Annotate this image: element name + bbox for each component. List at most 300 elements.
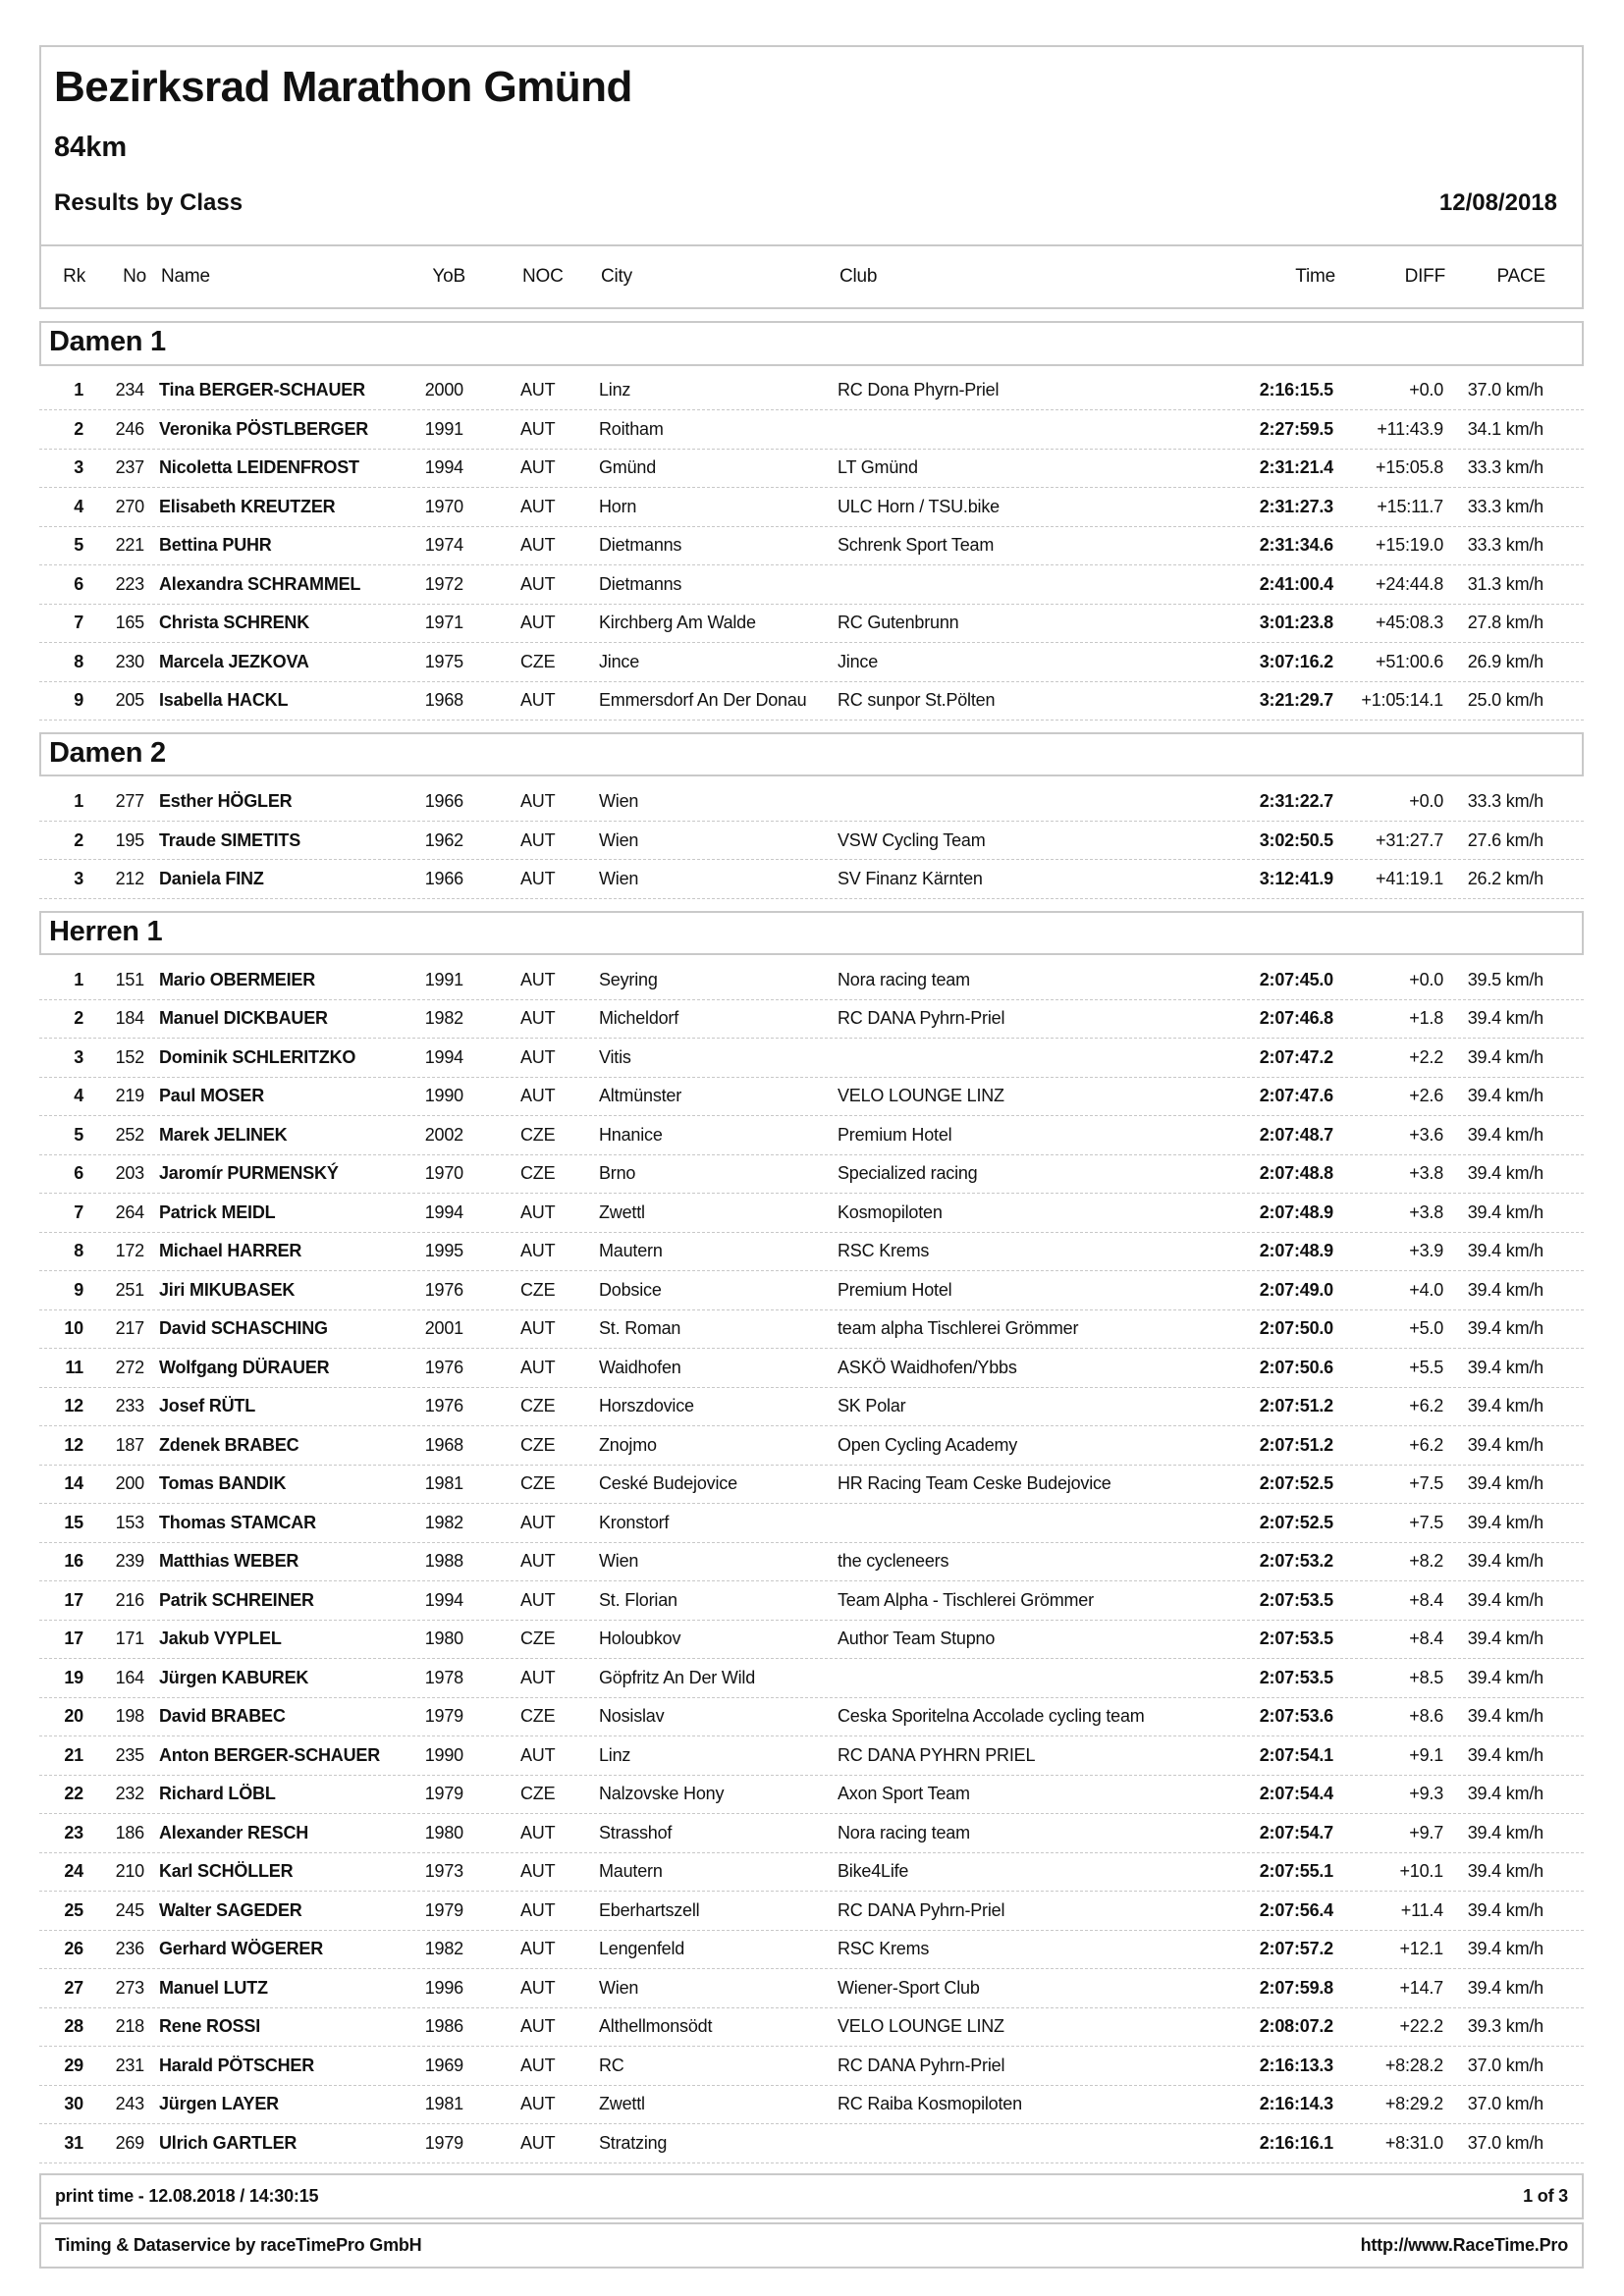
cell-noc: AUT [520, 1899, 556, 1920]
cell-city: Ceské Budejovice [599, 1473, 737, 1494]
cell-city: Micheldorf [599, 1008, 679, 1029]
cell-no: 232 [115, 1784, 144, 1804]
cell-club: Nora racing team [838, 1822, 970, 1842]
cell-time: 2:08:07.2 [1259, 2016, 1333, 2037]
cell-rk: 17 [64, 1629, 83, 1649]
cell-no: 212 [115, 869, 144, 889]
cell-time: 2:07:50.0 [1259, 1318, 1333, 1339]
cell-city: Kronstorf [599, 1512, 670, 1532]
cell-diff: +31:27.7 [1376, 829, 1443, 850]
cell-name: Matthias WEBER [159, 1551, 299, 1572]
table-row [39, 1233, 1584, 1272]
cell-no: 273 [115, 1977, 144, 1998]
result-section [39, 732, 1584, 899]
cell-rk: 21 [64, 1744, 83, 1765]
cell-pace: 39.4 km/h [1467, 1434, 1543, 1455]
cell-time: 2:07:53.6 [1259, 1706, 1333, 1727]
cell-time: 2:07:46.8 [1259, 1008, 1333, 1029]
cell-diff: +11:43.9 [1377, 418, 1443, 439]
page-indicator: 1 of 3 [1523, 2185, 1568, 2206]
cell-name: Elisabeth KREUTZER [159, 496, 336, 516]
cell-pace: 27.8 km/h [1467, 613, 1543, 633]
cell-rk: 14 [64, 1473, 83, 1494]
cell-pace: 31.3 km/h [1467, 573, 1543, 594]
cell-pace: 39.4 km/h [1467, 1124, 1543, 1145]
cell-rk: 17 [64, 1589, 83, 1610]
cell-noc: AUT [520, 457, 556, 478]
cell-yob: 1966 [424, 869, 463, 889]
cell-noc: CZE [520, 1163, 556, 1184]
cell-no: 246 [115, 418, 144, 439]
cell-no: 184 [115, 1008, 144, 1029]
cell-no: 236 [115, 1939, 144, 1959]
table-row [39, 2047, 1584, 2086]
cell-city: Nalzovske Hony [599, 1784, 725, 1804]
cell-rk: 3 [74, 869, 83, 889]
cell-no: 231 [115, 2055, 144, 2075]
cell-yob: 1996 [424, 1977, 463, 1998]
cell-city: Zwettl [599, 1201, 645, 1222]
cell-noc: AUT [520, 418, 556, 439]
result-section [39, 911, 1584, 2163]
cell-pace: 39.4 km/h [1467, 1939, 1543, 1959]
cell-time: 2:07:53.2 [1259, 1551, 1333, 1572]
cell-rk: 19 [64, 1667, 83, 1687]
cell-no: 237 [115, 457, 144, 478]
cell-club: Kosmopiloten [838, 1201, 943, 1222]
table-row [39, 643, 1584, 682]
cell-time: 2:07:47.6 [1259, 1086, 1333, 1106]
cell-diff: +3.8 [1409, 1201, 1443, 1222]
cell-yob: 1973 [424, 1861, 463, 1882]
table-row [39, 860, 1584, 899]
cell-time: 2:07:51.2 [1259, 1434, 1333, 1455]
report-date: 12/08/2018 [1438, 189, 1557, 217]
cell-rk: 26 [64, 1939, 83, 1959]
cell-pace: 39.4 km/h [1467, 1822, 1543, 1842]
cell-city: Mautern [599, 1861, 663, 1882]
cell-name: Harald PÖTSCHER [159, 2055, 315, 2075]
cell-time: 2:07:52.5 [1259, 1473, 1333, 1494]
cell-yob: 1994 [424, 1201, 463, 1222]
cell-rk: 12 [64, 1434, 83, 1455]
cell-pace: 39.4 km/h [1467, 1784, 1543, 1804]
cell-city: Zwettl [599, 2094, 645, 2114]
cell-club: Premium Hotel [838, 1279, 952, 1300]
cell-noc: AUT [520, 869, 556, 889]
cell-pace: 39.4 km/h [1467, 1279, 1543, 1300]
timing-service-credit: Timing & Dataservice by raceTimePro GmbH [55, 2234, 422, 2255]
column-header-name: Name [161, 266, 210, 288]
page-header-block [39, 45, 1584, 309]
cell-diff: +41:19.1 [1376, 869, 1443, 889]
cell-diff: +8:28.2 [1384, 2055, 1443, 2075]
table-row [39, 1892, 1584, 1931]
cell-yob: 1968 [424, 1434, 463, 1455]
column-header-yob: YoB [432, 266, 465, 288]
cell-name: Josef RÜTL [159, 1396, 256, 1416]
cell-time: 2:16:14.3 [1259, 2094, 1333, 2114]
cell-city: Seyring [599, 969, 658, 989]
cell-name: Alexandra SCHRAMMEL [159, 573, 361, 594]
cell-diff: +51:00.6 [1376, 651, 1443, 671]
cell-yob: 1972 [424, 573, 463, 594]
cell-yob: 1978 [424, 1667, 463, 1687]
cell-yob: 1970 [424, 496, 463, 516]
cell-yob: 1991 [424, 418, 463, 439]
cell-rk: 8 [74, 651, 83, 671]
cell-name: Bettina PUHR [159, 535, 272, 556]
cell-time: 2:31:22.7 [1259, 791, 1333, 812]
cell-pace: 39.4 km/h [1467, 1551, 1543, 1572]
cell-pace: 39.4 km/h [1467, 1629, 1543, 1649]
cell-yob: 1971 [424, 613, 463, 633]
cell-no: 164 [115, 1667, 144, 1687]
cell-yob: 1962 [424, 829, 463, 850]
cell-name: David SCHASCHING [159, 1318, 328, 1339]
cell-no: 152 [115, 1046, 144, 1067]
section-title: Damen 1 [39, 321, 1584, 365]
cell-rk: 25 [64, 1899, 83, 1920]
cell-rk: 6 [74, 1163, 83, 1184]
cell-city: Strasshof [599, 1822, 673, 1842]
cell-city: Linz [599, 1744, 631, 1765]
section-rows [39, 782, 1584, 899]
cell-pace: 39.4 km/h [1467, 1861, 1543, 1882]
cell-yob: 1968 [424, 690, 463, 711]
cell-pace: 26.2 km/h [1467, 869, 1543, 889]
cell-no: 171 [115, 1629, 144, 1649]
table-row [39, 1155, 1584, 1195]
cell-no: 205 [115, 690, 144, 711]
cell-pace: 39.4 km/h [1467, 1512, 1543, 1532]
table-row [39, 1039, 1584, 1078]
cell-yob: 1982 [424, 1008, 463, 1029]
cell-time: 2:07:47.2 [1259, 1046, 1333, 1067]
cell-no: 198 [115, 1706, 144, 1727]
cell-city: Horszdovice [599, 1396, 694, 1416]
table-row [39, 1659, 1584, 1698]
table-row [39, 1426, 1584, 1466]
cell-noc: AUT [520, 1861, 556, 1882]
cell-no: 269 [115, 2132, 144, 2153]
cell-noc: AUT [520, 2094, 556, 2114]
cell-no: 223 [115, 573, 144, 594]
cell-club: RC sunpor St.Pölten [838, 690, 996, 711]
cell-pace: 39.4 km/h [1467, 1241, 1543, 1261]
cell-time: 2:07:48.8 [1259, 1163, 1333, 1184]
cell-yob: 1980 [424, 1822, 463, 1842]
cell-time: 2:07:54.1 [1259, 1744, 1333, 1765]
cell-name: Manuel LUTZ [159, 1977, 268, 1998]
cell-city: St. Roman [599, 1318, 681, 1339]
cell-no: 200 [115, 1473, 144, 1494]
cell-yob: 1979 [424, 1706, 463, 1727]
cell-rk: 2 [74, 418, 83, 439]
cell-club: VSW Cycling Team [838, 829, 986, 850]
cell-club: SK Polar [838, 1396, 906, 1416]
cell-diff: +12.1 [1399, 1939, 1443, 1959]
cell-city: Mautern [599, 1241, 663, 1261]
cell-noc: AUT [520, 2016, 556, 2037]
cell-rk: 23 [64, 1822, 83, 1842]
cell-city: Emmersdorf An Der Donau [599, 690, 807, 711]
cell-pace: 39.4 km/h [1467, 1396, 1543, 1416]
results-sections [39, 309, 1584, 2173]
cell-club: Jince [838, 651, 879, 671]
cell-time: 2:07:56.4 [1259, 1899, 1333, 1920]
cell-yob: 1966 [424, 791, 463, 812]
cell-noc: CZE [520, 1396, 556, 1416]
cell-yob: 1990 [424, 1086, 463, 1106]
cell-time: 2:07:50.6 [1259, 1357, 1333, 1377]
cell-noc: AUT [520, 829, 556, 850]
cell-time: 2:07:49.0 [1259, 1279, 1333, 1300]
cell-city: Wien [599, 791, 639, 812]
cell-diff: +5.0 [1409, 1318, 1443, 1339]
cell-club: Open Cycling Academy [838, 1434, 1018, 1455]
column-header-rk: Rk [63, 266, 85, 288]
cell-pace: 34.1 km/h [1467, 418, 1543, 439]
cell-time: 3:01:23.8 [1259, 613, 1333, 633]
cell-no: 235 [115, 1744, 144, 1765]
cell-rk: 1 [74, 380, 83, 400]
cell-club: team alpha Tischlerei Grömmer [838, 1318, 1079, 1339]
cell-noc: AUT [520, 969, 556, 989]
cell-yob: 2001 [424, 1318, 463, 1339]
cell-no: 252 [115, 1124, 144, 1145]
cell-pace: 39.4 km/h [1467, 1046, 1543, 1067]
cell-rk: 2 [74, 829, 83, 850]
cell-rk: 2 [74, 1008, 83, 1029]
cell-diff: +15:05.8 [1376, 457, 1443, 478]
cell-diff: +9.7 [1409, 1822, 1443, 1842]
cell-diff: +24:44.8 [1376, 573, 1443, 594]
cell-name: Jürgen LAYER [159, 2094, 279, 2114]
cell-pace: 39.4 km/h [1467, 1977, 1543, 1998]
cell-pace: 27.6 km/h [1467, 829, 1543, 850]
table-row [39, 1194, 1584, 1233]
cell-time: 2:07:57.2 [1259, 1939, 1333, 1959]
cell-no: 234 [115, 380, 144, 400]
cell-yob: 1986 [424, 2016, 463, 2037]
cell-rk: 11 [65, 1357, 83, 1377]
cell-pace: 39.4 km/h [1467, 1589, 1543, 1610]
cell-time: 2:07:48.9 [1259, 1201, 1333, 1222]
cell-no: 217 [115, 1318, 144, 1339]
table-row [39, 1736, 1584, 1776]
cell-rk: 6 [74, 573, 83, 594]
column-header-time: Time [1295, 266, 1335, 288]
cell-pace: 39.4 km/h [1467, 1357, 1543, 1377]
cell-time: 2:07:51.2 [1259, 1396, 1333, 1416]
cell-city: Dietmanns [599, 535, 682, 556]
cell-no: 210 [115, 1861, 144, 1882]
cell-pace: 39.4 km/h [1467, 1667, 1543, 1687]
cell-pace: 39.4 km/h [1467, 1008, 1543, 1029]
cell-rk: 27 [64, 1977, 83, 1998]
cell-diff: +2.6 [1409, 1086, 1443, 1106]
cell-club: Wiener-Sport Club [838, 1977, 980, 1998]
cell-noc: AUT [520, 791, 556, 812]
cell-name: Jiri MIKUBASEK [159, 1279, 296, 1300]
cell-no: 277 [115, 791, 144, 812]
cell-diff: +2.2 [1409, 1046, 1443, 1067]
cell-diff: +8.2 [1409, 1551, 1443, 1572]
table-row [39, 488, 1584, 527]
cell-time: 2:07:48.9 [1259, 1241, 1333, 1261]
cell-diff: +8.6 [1409, 1706, 1443, 1727]
cell-diff: +5.5 [1409, 1357, 1443, 1377]
table-row [39, 1621, 1584, 1660]
cell-city: Waidhofen [599, 1357, 681, 1377]
cell-noc: AUT [520, 1822, 556, 1842]
cell-pace: 39.4 km/h [1467, 1318, 1543, 1339]
cell-rk: 1 [74, 969, 83, 989]
cell-rk: 29 [64, 2055, 83, 2075]
cell-noc: AUT [520, 1667, 556, 1687]
cell-city: Wien [599, 1977, 639, 1998]
cell-diff: +14.7 [1399, 1977, 1443, 1998]
cell-rk: 1 [74, 791, 83, 812]
cell-club: ASKÖ Waidhofen/Ybbs [838, 1357, 1017, 1377]
table-row [39, 372, 1584, 411]
section-rows [39, 961, 1584, 2163]
cell-noc: CZE [520, 1279, 556, 1300]
table-row [39, 565, 1584, 605]
cell-noc: CZE [520, 1434, 556, 1455]
cell-diff: +9.3 [1409, 1784, 1443, 1804]
cell-time: 2:16:15.5 [1259, 380, 1333, 400]
cell-time: 2:16:16.1 [1259, 2132, 1333, 2153]
cell-no: 264 [115, 1201, 144, 1222]
cell-diff: +0.0 [1409, 969, 1443, 989]
footer-print-row [39, 2173, 1584, 2219]
cell-no: 187 [115, 1434, 144, 1455]
cell-rk: 4 [74, 496, 83, 516]
cell-noc: AUT [520, 573, 556, 594]
cell-name: Anton BERGER-SCHAUER [159, 1744, 380, 1765]
cell-club: SV Finanz Kärnten [838, 869, 983, 889]
cell-pace: 37.0 km/h [1467, 2055, 1543, 2075]
cell-name: Jakub VYPLEL [159, 1629, 282, 1649]
table-row [39, 527, 1584, 566]
cell-city: Brno [599, 1163, 636, 1184]
cell-diff: +8:29.2 [1384, 2094, 1443, 2114]
cell-pace: 39.4 km/h [1467, 1201, 1543, 1222]
cell-time: 2:07:48.7 [1259, 1124, 1333, 1145]
table-row [39, 1310, 1584, 1350]
column-header-city: City [601, 266, 632, 288]
cell-club: Schrenk Sport Team [838, 535, 995, 556]
cell-pace: 33.3 km/h [1467, 457, 1543, 478]
cell-name: Christa SCHRENK [159, 613, 310, 633]
cell-pace: 39.5 km/h [1467, 969, 1543, 989]
results-subtitle: Results by Class [54, 189, 244, 217]
cell-diff: +4.0 [1409, 1279, 1443, 1300]
cell-noc: CZE [520, 651, 556, 671]
cell-noc: AUT [520, 1977, 556, 1998]
column-header-noc: NOC [522, 266, 564, 288]
cell-no: 216 [115, 1589, 144, 1610]
cell-name: David BRABEC [159, 1706, 286, 1727]
cell-yob: 2000 [424, 380, 463, 400]
cell-rk: 3 [74, 1046, 83, 1067]
table-row [39, 1504, 1584, 1543]
cell-no: 233 [115, 1396, 144, 1416]
cell-city: Stratzing [599, 2132, 668, 2153]
cell-time: 2:07:59.8 [1259, 1977, 1333, 1998]
table-row [39, 1931, 1584, 1970]
section-title: Damen 2 [39, 732, 1584, 776]
cell-yob: 1979 [424, 1784, 463, 1804]
cell-rk: 12 [64, 1396, 83, 1416]
cell-no: 221 [115, 535, 144, 556]
cell-noc: AUT [520, 1744, 556, 1765]
table-row [39, 1969, 1584, 2008]
table-row [39, 450, 1584, 489]
cell-city: St. Florian [599, 1589, 677, 1610]
cell-name: Alexander RESCH [159, 1822, 309, 1842]
cell-noc: CZE [520, 1784, 556, 1804]
cell-diff: +8.4 [1409, 1629, 1443, 1649]
cell-no: 245 [115, 1899, 144, 1920]
cell-club: Team Alpha - Tischlerei Grömmer [838, 1589, 1094, 1610]
cell-diff: +15:11.7 [1377, 496, 1443, 516]
cell-diff: +3.6 [1409, 1124, 1443, 1145]
cell-time: 3:12:41.9 [1259, 869, 1333, 889]
cell-pace: 37.0 km/h [1467, 2094, 1543, 2114]
cell-time: 2:07:55.1 [1259, 1861, 1333, 1882]
cell-club: Bike4Life [838, 1861, 909, 1882]
cell-rk: 9 [74, 1279, 83, 1300]
cell-rk: 15 [64, 1512, 83, 1532]
cell-yob: 1981 [424, 2094, 463, 2114]
cell-time: 2:07:54.4 [1259, 1784, 1333, 1804]
cell-no: 165 [115, 613, 144, 633]
cell-rk: 22 [64, 1784, 83, 1804]
cell-name: Zdenek BRABEC [159, 1434, 299, 1455]
cell-no: 218 [115, 2016, 144, 2037]
cell-no: 172 [115, 1241, 144, 1261]
cell-rk: 5 [74, 1124, 83, 1145]
cell-city: Znojmo [599, 1434, 657, 1455]
cell-rk: 9 [74, 690, 83, 711]
cell-noc: AUT [520, 1318, 556, 1339]
cell-club: VELO LOUNGE LINZ [838, 1086, 1004, 1106]
table-row [39, 1000, 1584, 1040]
cell-club: RSC Krems [838, 1241, 930, 1261]
section-title: Herren 1 [39, 911, 1584, 955]
table-row [39, 2124, 1584, 2163]
cell-yob: 1979 [424, 2132, 463, 2153]
cell-rk: 20 [64, 1706, 83, 1727]
table-row [39, 1466, 1584, 1505]
cell-diff: +1:05:14.1 [1361, 690, 1443, 711]
cell-name: Marek JELINEK [159, 1124, 288, 1145]
cell-time: 2:27:59.5 [1259, 418, 1333, 439]
cell-city: Horn [599, 496, 637, 516]
cell-yob: 1974 [424, 535, 463, 556]
cell-no: 239 [115, 1551, 144, 1572]
service-url: http://www.RaceTime.Pro [1360, 2234, 1568, 2255]
cell-club: HR Racing Team Ceske Budejovice [838, 1473, 1111, 1494]
cell-noc: AUT [520, 613, 556, 633]
cell-yob: 1979 [424, 1899, 463, 1920]
cell-time: 2:07:45.0 [1259, 969, 1333, 989]
cell-noc: CZE [520, 1473, 556, 1494]
cell-no: 151 [115, 969, 144, 989]
